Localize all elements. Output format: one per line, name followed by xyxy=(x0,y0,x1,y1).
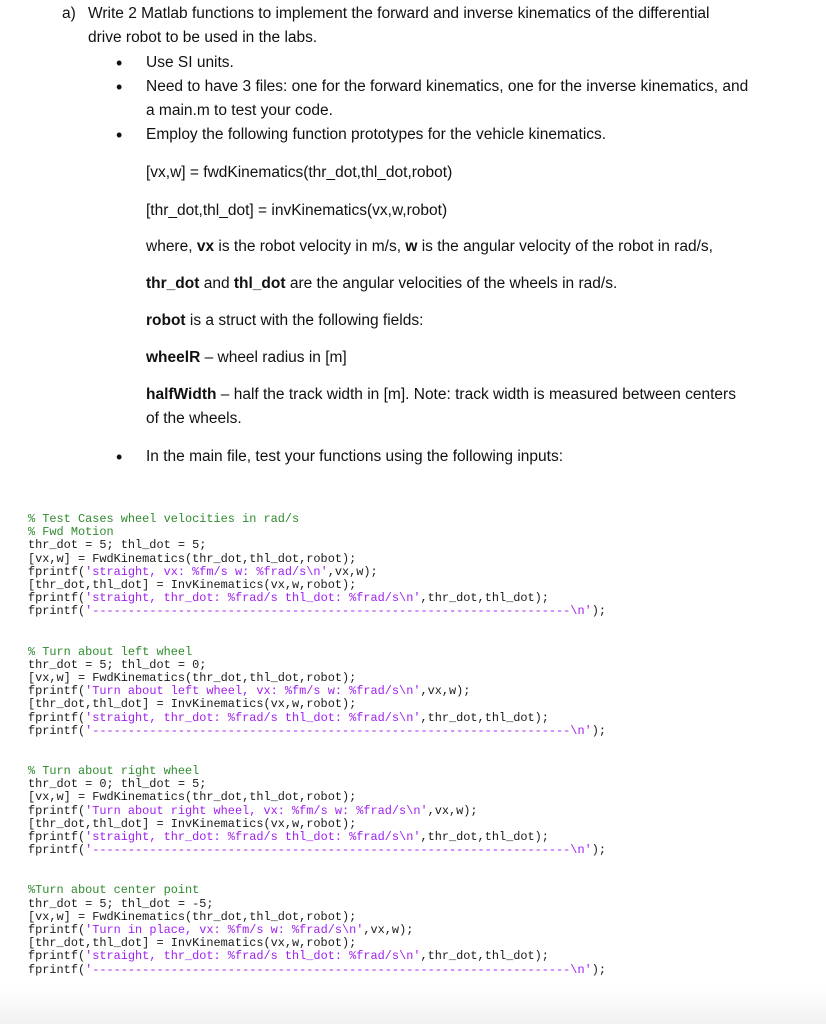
halfWidth-line2: of the wheels. xyxy=(146,410,242,427)
where-text: is the robot velocity in m/s, xyxy=(214,238,406,255)
code-string: 'Turn about right wheel, vx: %fm/s w: %frad/s\n' xyxy=(85,803,428,818)
code-gap xyxy=(28,738,606,765)
code-inv-call: [thr_dot,thl_dot] = InvKinematics(vx,w,robot); xyxy=(28,697,357,712)
bullet-files-line2: a main.m to test your code. xyxy=(146,102,333,119)
w-term: w xyxy=(405,238,418,255)
code-string: '-------------------------------------------------------------------\n' xyxy=(85,604,592,619)
code-args: ,vx,w); xyxy=(327,564,378,579)
code-fn: fprintf( xyxy=(28,843,86,858)
code-string: 'straight, thr_dot: %frad/s thl_dot: %frad/s\n' xyxy=(85,830,421,845)
wheelR-text: – wheel radius in [m] xyxy=(200,349,347,366)
code-args: ); xyxy=(591,843,606,858)
code-fn: fprintf( xyxy=(28,684,86,699)
code-comment: % Fwd Motion xyxy=(28,525,114,540)
code-args: ,vx,w); xyxy=(363,923,414,938)
code-args: ,thr_dot,thl_dot); xyxy=(420,591,549,606)
code-args: ,thr_dot,thl_dot); xyxy=(420,830,549,845)
code-comment: %Turn about center point xyxy=(28,883,200,898)
code-string: 'straight, thr_dot: %frad/s thl_dot: %frad/s\n' xyxy=(85,710,421,725)
code-print-separator xyxy=(28,725,606,738)
bottom-fade xyxy=(0,988,826,1024)
wheelR-term: wheelR xyxy=(146,349,201,366)
code-fn: fprintf( xyxy=(28,604,86,619)
bullet-test-inputs: In the main file, test your functions using the following inputs: xyxy=(146,448,564,465)
bullet-si-units: Use SI units. xyxy=(146,54,234,71)
code-gap xyxy=(28,857,606,884)
code-fn: fprintf( xyxy=(28,830,86,845)
code-gap xyxy=(28,619,606,646)
code-args: ,thr_dot,thl_dot); xyxy=(420,949,549,964)
code-string: 'straight, vx: %fm/s w: %frad/s\n' xyxy=(85,564,328,579)
code-block xyxy=(28,646,606,738)
code-fn: fprintf( xyxy=(28,923,86,938)
code-string: 'straight, thr_dot: %frad/s thl_dot: %frad/s\n' xyxy=(85,949,421,964)
code-inv-call: [thr_dot,thl_dot] = InvKinematics(vx,w,robot); xyxy=(28,578,357,593)
code-args: ); xyxy=(591,604,606,619)
halfWidth-term: halfWidth xyxy=(146,386,217,403)
code-args: ); xyxy=(591,962,606,977)
code-args: ,vx,w); xyxy=(420,684,471,699)
code-fn: fprintf( xyxy=(28,591,86,606)
robot-line xyxy=(146,309,423,333)
code-string: 'straight, thr_dot: %frad/s thl_dot: %frad/s\n' xyxy=(85,591,421,606)
code-comment: % Test Cases wheel velocities in rad/s xyxy=(28,512,300,526)
code-args: ,thr_dot,thl_dot); xyxy=(420,710,549,725)
code-inv-call: [thr_dot,thl_dot] = InvKinematics(vx,w,robot); xyxy=(28,936,357,951)
code-block xyxy=(28,513,606,619)
code-fwd-call: [vx,w] = FwdKinematics(thr_dot,thl_dot,robot); xyxy=(28,909,357,924)
bullet-files-line1: Need to have 3 files: one for the forward kinematics, one for the inverse kinematics, and xyxy=(146,78,749,95)
code-string: '-------------------------------------------------------------------\n' xyxy=(85,723,592,738)
code-block xyxy=(28,765,606,857)
question-title-line1: Write 2 Matlab functions to implement the forward and inverse kinematics of the differential xyxy=(88,5,710,22)
code-fn: fprintf( xyxy=(28,962,86,977)
wheelR-line xyxy=(146,346,347,370)
wheels-line xyxy=(146,272,617,296)
question-label: a) xyxy=(62,5,76,22)
code-print-separator xyxy=(28,605,606,618)
code-inv-call: [thr_dot,thl_dot] = InvKinematics(vx,w,robot); xyxy=(28,816,357,831)
halfWidth-line xyxy=(146,383,736,407)
bullet-dot: • xyxy=(116,125,123,145)
code-fn: fprintf( xyxy=(28,564,86,579)
matlab-code-listing xyxy=(28,513,606,977)
code-args: ,vx,w); xyxy=(427,803,478,818)
wheels-text: are the angular velocities of the wheels in rad/s. xyxy=(285,275,618,292)
thl-dot-term: thl_dot xyxy=(233,275,286,292)
robot-text: is a struct with the following fields: xyxy=(185,312,424,329)
robot-term: robot xyxy=(146,312,186,329)
code-block xyxy=(28,884,606,976)
where-text: is the angular velocity of the robot in rad/s, xyxy=(417,238,713,255)
code-print-separator xyxy=(28,844,606,857)
code-comment: % Turn about right wheel xyxy=(28,764,200,779)
bullet-dot: • xyxy=(116,447,123,467)
code-assign: thr_dot = 5; thl_dot = 0; xyxy=(28,657,207,672)
proto-inv: [thr_dot,thl_dot] = invKinematics(vx,w,robot) xyxy=(146,202,448,219)
code-comment: % Turn about left wheel xyxy=(28,644,193,659)
code-string: '-------------------------------------------------------------------\n' xyxy=(85,843,592,858)
thr-dot-term: thr_dot xyxy=(146,275,200,292)
where-text: where, xyxy=(146,238,197,255)
code-assign: thr_dot = 0; thl_dot = 5; xyxy=(28,777,207,792)
wheels-text: and xyxy=(199,275,234,292)
code-fn: fprintf( xyxy=(28,803,86,818)
bullet-dot: • xyxy=(116,53,123,73)
code-print-separator xyxy=(28,964,606,977)
code-fn: fprintf( xyxy=(28,949,86,964)
code-fn: fprintf( xyxy=(28,723,86,738)
code-fn: fprintf( xyxy=(28,710,86,725)
code-args: ); xyxy=(591,723,606,738)
proto-fwd: [vx,w] = fwdKinematics(thr_dot,thl_dot,robot) xyxy=(146,164,453,181)
halfWidth-text: – half the track width in [m]. Note: track width is measured between centers xyxy=(216,386,736,403)
vx-term: vx xyxy=(196,238,215,255)
bullet-prototypes: Employ the following function prototypes for the vehicle kinematics. xyxy=(146,126,607,143)
code-string: '-------------------------------------------------------------------\n' xyxy=(85,962,592,977)
code-fwd-call: [vx,w] = FwdKinematics(thr_dot,thl_dot,robot); xyxy=(28,671,357,686)
code-string: 'Turn in place, vx: %fm/s w: %frad/s\n' xyxy=(85,923,364,938)
bullet-dot: • xyxy=(116,77,123,97)
code-fwd-call: [vx,w] = FwdKinematics(thr_dot,thl_dot,robot); xyxy=(28,551,357,566)
code-print-fwd xyxy=(28,805,606,818)
where-line xyxy=(146,235,713,259)
code-assign: thr_dot = 5; thl_dot = -5; xyxy=(28,896,214,911)
code-fwd-call: [vx,w] = FwdKinematics(thr_dot,thl_dot,robot); xyxy=(28,790,357,805)
code-string: 'Turn about left wheel, vx: %fm/s w: %frad/s\n' xyxy=(85,684,421,699)
question-title-line2: drive robot to be used in the labs. xyxy=(88,29,318,46)
code-assign: thr_dot = 5; thl_dot = 5; xyxy=(28,538,207,553)
